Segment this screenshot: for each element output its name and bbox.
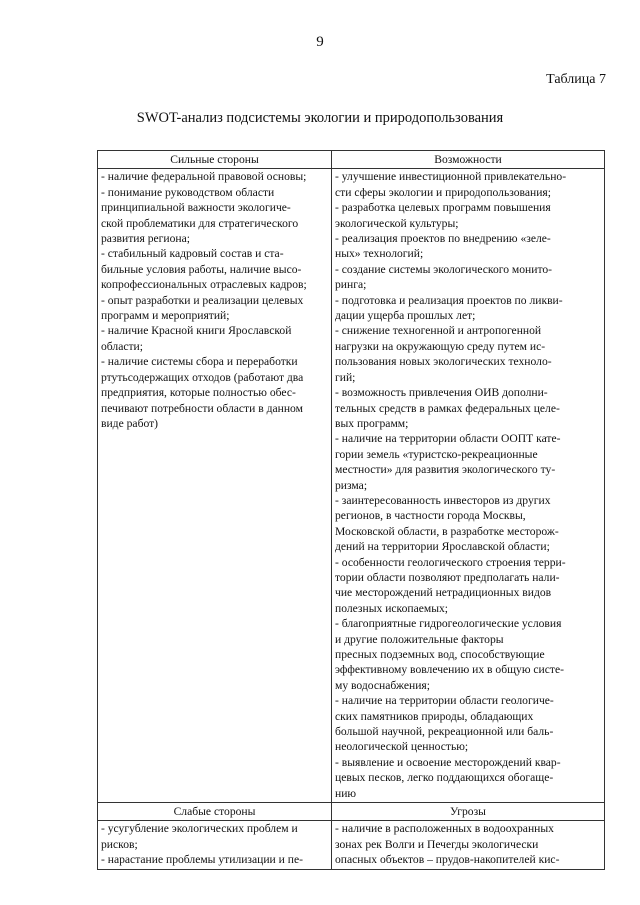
table-row: [98, 803, 605, 821]
table-row: [98, 169, 605, 803]
document-title: SWOT-анализ подсистемы экологии и природопользования: [136, 110, 504, 126]
threats-cell: - наличие в расположенных в водоохранных зонах рек Волги и Печегды экологически опасных объектов – прудов-накопителей кис-: [332, 821, 605, 869]
table-row: [98, 151, 605, 169]
table-label: Таблица 7: [546, 72, 606, 87]
weaknesses-cell: - усугубление экологических проблем и рисков; - нарастание проблемы утилизации и пе-: [98, 821, 332, 869]
swot-table: [97, 150, 605, 870]
table-row: [98, 821, 605, 869]
header-weaknesses: Слабые стороны: [98, 803, 332, 821]
page-number: 9: [316, 34, 324, 50]
header-opportunities: Возможности: [332, 151, 605, 169]
header-strengths: Сильные стороны: [98, 151, 332, 169]
opportunities-cell: - улучшение инвестиционной привлекательно- сти сферы экологии и природопользования; - разработка целевых программ повышения экологической культуры; - реализация проектов по внедрению «зеле- ных» технологий; - создание системы экологического монито- ринга; - подготовка и реализация проектов по ликви- дации ущерба прошлых лет; - снижение техногенной и антропогенной нагрузки на окружающую среду путем ис- пользования новых экологических техноло- гий; - возможность привлечения ОИВ дополни- тельных средств в рамках федеральных целе- вых программ; - наличие на территории области ООПТ кате- гории земель «туристско-рекреационные местности» для развития экологического ту- ризма; - заинтересованность инвесторов из других регионов, в частности города Москвы, Московской области, в разработке месторож- дений на территории Ярославской области; - особенности геологического строения терри- тории области позволяют предполагать нали- чие месторождений нетрадиционных видов полезных ископаемых; - благоприятные гидрогеологические условия и другие положительные факторы пресных подземных вод, способствующие эффективному вовлечению их в общую систе- му водоснабжения; - наличие на территории области геологиче- ских памятников природы, обладающих большой научной, рекреационной или баль- неологической ценностью; - выявление и освоение месторождений квар- цевых песков, легко поддающихся обогаще- нию: [332, 169, 605, 803]
strengths-cell: - наличие федеральной правовой основы; - понимание руководством области принципиальной важности экологиче- ской проблематики для стратегического развития региона; - стабильный кадровый состав и ста- бильные условия работы, наличие высо- копрофессиональных отраслевых кадров; - опыт разработки и реализации целевых программ и мероприятий; - наличие Красной книги Ярославской области; - наличие системы сбора и переработки ртутьсодержащих отходов (работают два предприятия, которые полностью обес- печивают потребности области в данном виде работ): [98, 169, 332, 803]
header-threats: Угрозы: [332, 803, 605, 821]
